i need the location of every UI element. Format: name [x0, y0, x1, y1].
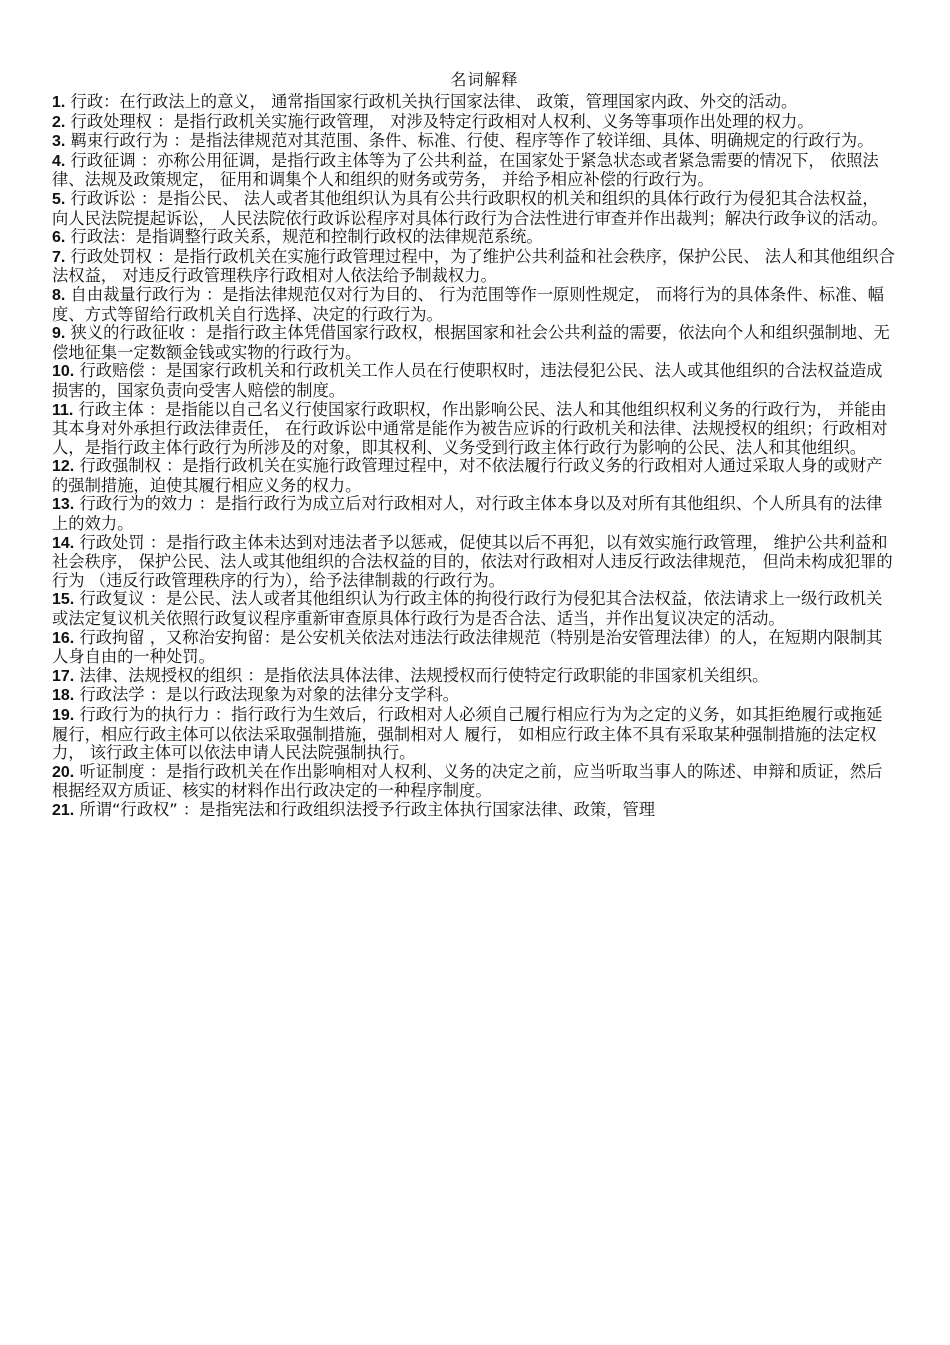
- term-text: 行政处罚 ：是指行政主体未达到对违法者予以惩戒，促使其以后不再犯，以有效实施行政管理， 维护公共利益和社会秩序， 保护公民、法人或其他组织的合法权益的目的，依法对行政相对人违反行政法律规范， 但尚未构成犯罪的行为 （违反行政管理秩序的行为），给予法律制裁的行政行为。: [52, 532, 893, 590]
- term-entry: [52, 534, 897, 591]
- term-entry: [52, 457, 897, 495]
- term-text: 行政复议 ：是公民、法人或者其他组织认为行政主体的拘役行政行为侵犯其合法权益，依法请求上一级行政机关或法定复议机关依照行政复议程序重新审查原具体行政行为是否合法、适当，并作出复议决定的活动。: [52, 589, 883, 629]
- term-number: 12.: [52, 458, 75, 476]
- term-number: 5.: [52, 190, 66, 208]
- term-number: 2.: [52, 113, 66, 131]
- term-entry: [52, 286, 897, 324]
- document-body: [52, 68, 897, 821]
- term-entry: [52, 686, 897, 706]
- term-text: 听证制度 ：是指行政机关在作出影响相对人权利、义务的决定之前，应当听取当事人的陈述、申辩和质证，然后根据经双方质证、核实的材料作出行政决定的一种程序制度。: [52, 761, 883, 801]
- term-number: 15.: [52, 591, 75, 609]
- term-entry: [52, 706, 897, 763]
- term-number: 3.: [52, 133, 66, 151]
- term-number: 17.: [52, 667, 75, 685]
- term-number: 21.: [52, 801, 75, 819]
- term-number: 18.: [52, 687, 75, 705]
- term-entry: [52, 667, 897, 687]
- term-number: 11.: [52, 401, 74, 419]
- term-entry: [52, 324, 897, 362]
- term-text: 羁束行政行为 ：是指法律规范对其范围、条件、标准、行使、程序等作了较详细、具体、明确规定的行政行为。: [70, 131, 874, 151]
- term-text: 行政拘留 ，又称治安拘留：是公安机关依法对违法行政法律规范（特别是治安管理法律）的人，在短期内限制其人身自由的一种处罚。: [52, 627, 883, 667]
- term-text: 狭义的行政征收 ：是指行政主体凭借国家行政权，根据国家和社会公共利益的需要，依法向个人和组织强制地、无偿地征集一定数额金钱或实物的行政行为。: [52, 323, 890, 362]
- term-entry: [52, 152, 897, 190]
- term-text: 行政行为的执行力 ：指行政行为生效后，行政相对人必须自己履行相应行为为之定的义务，如其拒绝履行或拖延履行，相应行政主体可以依法采取强制措施，强制相对人 履行， 如相应行政主体不具有采取某种强制措施的法定权力， 该行政主体可以依法申请人民法院强制执行。: [52, 705, 883, 763]
- term-text: 所谓“行政权” ：是指宪法和行政组织法授予行政主体执行国家法律、政策，管理: [79, 799, 656, 819]
- term-text: 行政赔偿 ：是国家行政机关和行政机关工作人员在行使职权时，违法侵犯公民、法人或其他组织的合法权益造成损害的，国家负责向受害人赔偿的制度。: [52, 361, 883, 400]
- term-text: 行政行为的效力 ：是指行政行为成立后对行政相对人，对行政主体本身以及对所有其他组织、个人所具有的法律上的效力。: [52, 494, 883, 534]
- term-text: 行政法：是指调整行政关系，规范和控制行政权的法律规范系统。: [70, 227, 543, 247]
- term-entry: [52, 362, 897, 400]
- term-entry: [52, 401, 897, 458]
- term-text: 自由裁量行政行为 ：是指法律规范仅对行为目的、 行为范围等作一原则性规定， 而将行为的具体条件、标准、幅度、方式等留给行政机关自行选择、决定的行政行为。: [52, 284, 884, 324]
- term-text: 行政处理权 ：是指行政机关实施行政管理， 对涉及特定行政相对人权利、义务等事项作出处理的权力。: [70, 111, 814, 131]
- term-number: 16.: [52, 629, 75, 647]
- term-entry: [52, 93, 897, 113]
- term-entry: [52, 629, 897, 667]
- term-number: 8.: [52, 286, 66, 304]
- term-number: 20.: [52, 763, 75, 781]
- term-number: 19.: [52, 707, 75, 724]
- term-entry: [52, 248, 897, 286]
- term-text: 法律、法规授权的组织 ：是指依法具体法律、法规授权而行使特定行政职能的非国家机关组织。: [79, 665, 769, 685]
- term-text: 行政处罚权 ：是指行政机关在实施行政管理过程中，为了维护公共利益和社会秩序，保护公民、 法人和其他组织合法权益， 对违反行政管理秩序行政相对人依法给予制裁权力。: [52, 246, 895, 286]
- term-number: 6.: [52, 229, 66, 247]
- term-entry: [52, 590, 897, 628]
- term-text: 行政诉讼 ：是指公民、 法人或者其他组织认为具有公共行政职权的机关和组织的具体行政行为侵犯其合法权益， 向人民法院提起诉讼， 人民法院依行政诉讼程序对具体行政行为合法性进行审查并作出裁判；解决行政争议的活动。: [52, 188, 888, 228]
- term-number: 4.: [52, 152, 66, 170]
- term-number: 10.: [52, 363, 75, 381]
- term-list: [52, 93, 897, 821]
- term-entry: [52, 190, 897, 228]
- term-entry: [52, 763, 897, 801]
- term-entry: [52, 495, 897, 533]
- term-text: 行政主体 ：是指能以自己名义行使国家行政职权，作出影响公民、法人和其他组织权利义务的行政行为， 并能由其本身对外承担行政法律责任， 在行政诉讼中通常是能作为被告应诉的行政机关和法律、法规授权的组织；行政相对人，是指行政主体行政行为所涉及的对象，即其权利、义务受到行政主体行政行为影响的公民、法人和其他组织。: [52, 399, 888, 457]
- term-entry: [52, 801, 897, 821]
- term-entry: [52, 113, 897, 133]
- term-number: 1.: [52, 94, 66, 111]
- term-number: 13.: [52, 496, 75, 514]
- term-entry: [52, 228, 897, 248]
- term-text: 行政：在行政法上的意义， 通常指国家行政机关执行国家法律、 政策，管理国家内政、外交的活动。: [70, 92, 798, 111]
- term-entry: [52, 132, 897, 152]
- term-number: 14.: [52, 534, 75, 552]
- term-text: 行政强制权 ：是指行政机关在实施行政管理过程中，对不依法履行行政义务的行政相对人通过采取人身的或财产的强制措施，迫使其履行相应义务的权力。: [52, 456, 883, 495]
- term-number: 9.: [52, 325, 66, 343]
- term-text: 行政法学 ：是以行政法现象为对象的法律分支学科。: [79, 685, 460, 705]
- term-text: 行政征调 ：亦称公用征调，是指行政主体等为了公共利益，在国家处于紧急状态或者紧急需要的情况下， 依照法律、法规及政策规定， 征用和调集个人和组织的财务或劳务， 并给予相应补偿的行政行为。: [52, 150, 879, 190]
- term-number: 7.: [52, 248, 66, 266]
- page-title: 名词解释: [450, 70, 519, 89]
